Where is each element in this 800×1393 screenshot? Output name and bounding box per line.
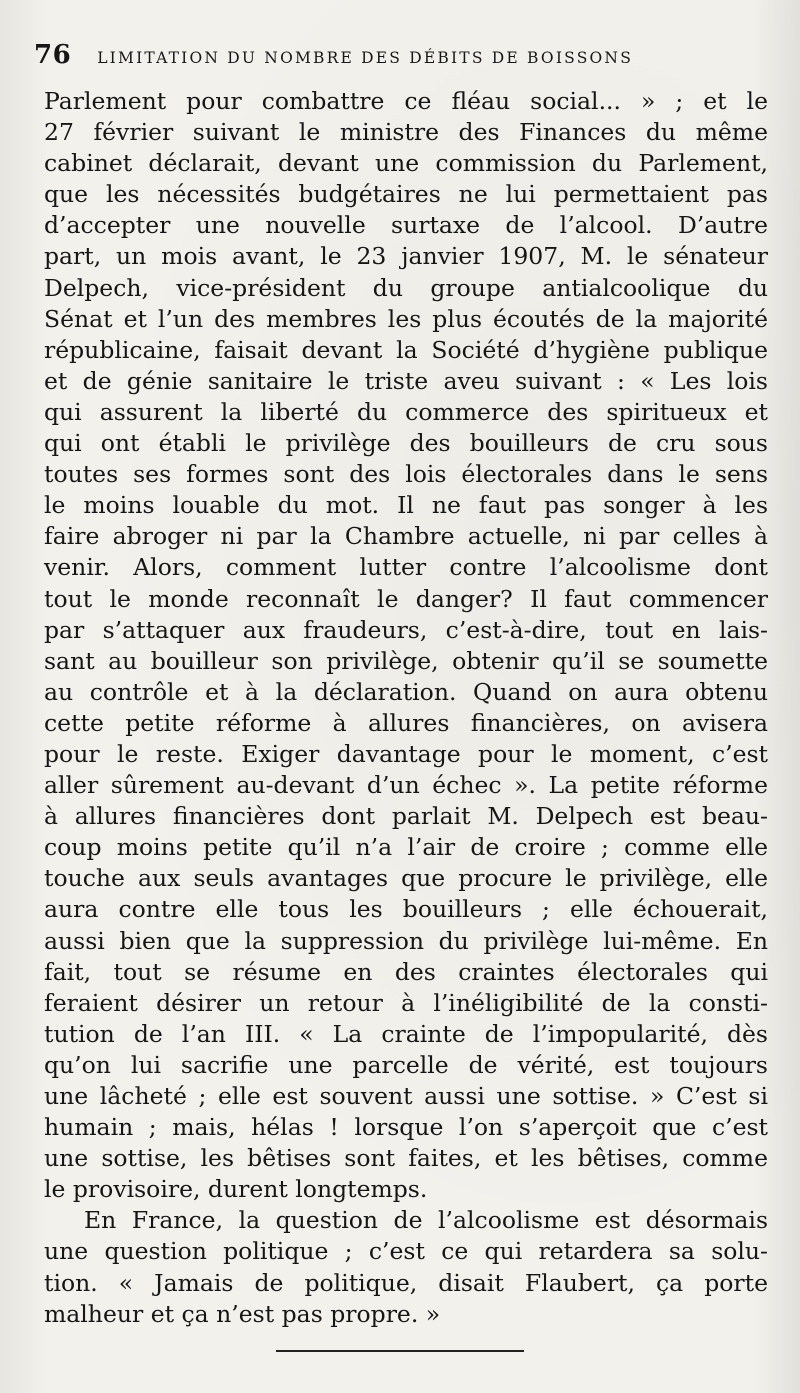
text-line: une sottise, les bêtises sont faites, et les bêtises, comme [44, 1144, 768, 1173]
text-line: coup moins petite qu’il n’a l’air de croire ; comme elle [44, 833, 768, 862]
text-line: malheur et ça n’est pas propre. » [44, 1299, 441, 1328]
text-line: touche aux seuls avantages que procure le privilège, elle [44, 864, 768, 893]
text-line: venir. Alors, comment lutter contre l’alcoolisme dont [44, 553, 768, 582]
text-line: le provisoire, durent longtemps. [44, 1175, 428, 1204]
page-number: 76 [34, 40, 72, 70]
text-line: sant au bouilleur son privilège, obtenir qu’il se soumette [44, 646, 768, 675]
text-line: aller sûrement au-devant d’un échec ». La petite réforme [44, 771, 768, 800]
text-line: Sénat et l’un des membres les plus écoutés de la majorité [44, 304, 768, 333]
text-line: part, un mois avant, le 23 janvier 1907, M. le sénateur [44, 242, 768, 271]
text-line: toutes ses formes sont des lois électorales dans le sens [44, 460, 768, 489]
running-head: LIMITATION DU NOMBRE DES DÉBITS DE BOISSONS [97, 49, 634, 67]
text-line: et de génie sanitaire le triste aveu suivant : « Les lois [44, 366, 768, 395]
text-line: tout le monde reconnaît le danger? Il faut commencer [44, 584, 768, 613]
page-header [34, 40, 764, 70]
text-line: que les nécessités budgétaires ne lui permettaient pas [44, 180, 768, 209]
text-line: le moins louable du mot. Il ne faut pas songer à les [44, 491, 768, 520]
text-line: d’accepter une nouvelle surtaxe de l’alcool. D’autre [44, 211, 768, 240]
text-line: feraient désirer un retour à l’inéligibilité de la consti- [44, 988, 768, 1017]
text-line: pour le reste. Exiger davantage pour le moment, c’est [44, 739, 768, 768]
paragraph-start-line: En France, la question de l’alcoolisme est désormais [84, 1206, 768, 1235]
text-line: aussi bien que la suppression du privilège lui-même. En [44, 926, 768, 955]
text-line: une lâcheté ; elle est souvent aussi une sottise. » C’est si [44, 1082, 768, 1110]
text-line: tution de l’an III. « La crainte de l’impopularité, dès [44, 1019, 768, 1048]
text-line: cabinet déclarait, devant une commission du Parlement, [44, 149, 768, 178]
end-rule [276, 1350, 524, 1352]
text-line: à allures financières dont parlait M. Delpech est beau- [44, 802, 768, 831]
text-line: faire abroger ni par la Chambre actuelle, ni par celles à [44, 522, 768, 551]
text-line: aura contre elle tous les bouilleurs ; elle échouerait, [44, 895, 768, 924]
text-line: humain ; mais, hélas ! lorsque l’on s’aperçoit que c’est [44, 1113, 768, 1142]
text-line: Delpech, vice-président du groupe antialcoolique du [44, 273, 768, 302]
text-line: Parlement pour combattre ce fléau social... » ; et le [44, 87, 768, 115]
text-line: fait, tout se résume en des craintes électorales qui [44, 957, 768, 986]
text-line: qui assurent la liberté du commerce des spiritueux et [44, 397, 768, 426]
text-line: républicaine, faisait devant la Société d’hygiène publique [44, 335, 768, 364]
text-line: au contrôle et à la déclaration. Quand on aura obtenu [44, 677, 768, 706]
text-line: cette petite réforme à allures financières, on avisera [44, 708, 768, 737]
text-line: 27 février suivant le ministre des Finances du même [44, 118, 768, 147]
text-line: tion. « Jamais de politique, disait Flaubert, ça porte [44, 1268, 768, 1297]
text-line: qui ont établi le privilège des bouilleurs de cru sous [44, 429, 768, 458]
body-text [44, 86, 768, 1330]
text-line: une question politique ; c’est ce qui retardera sa solu- [44, 1237, 768, 1266]
text-line: qu’on lui sacrifie une parcelle de vérité, est toujours [44, 1050, 768, 1079]
text-line: par s’attaquer aux fraudeurs, c’est-à-dire, tout en lais- [44, 615, 768, 644]
